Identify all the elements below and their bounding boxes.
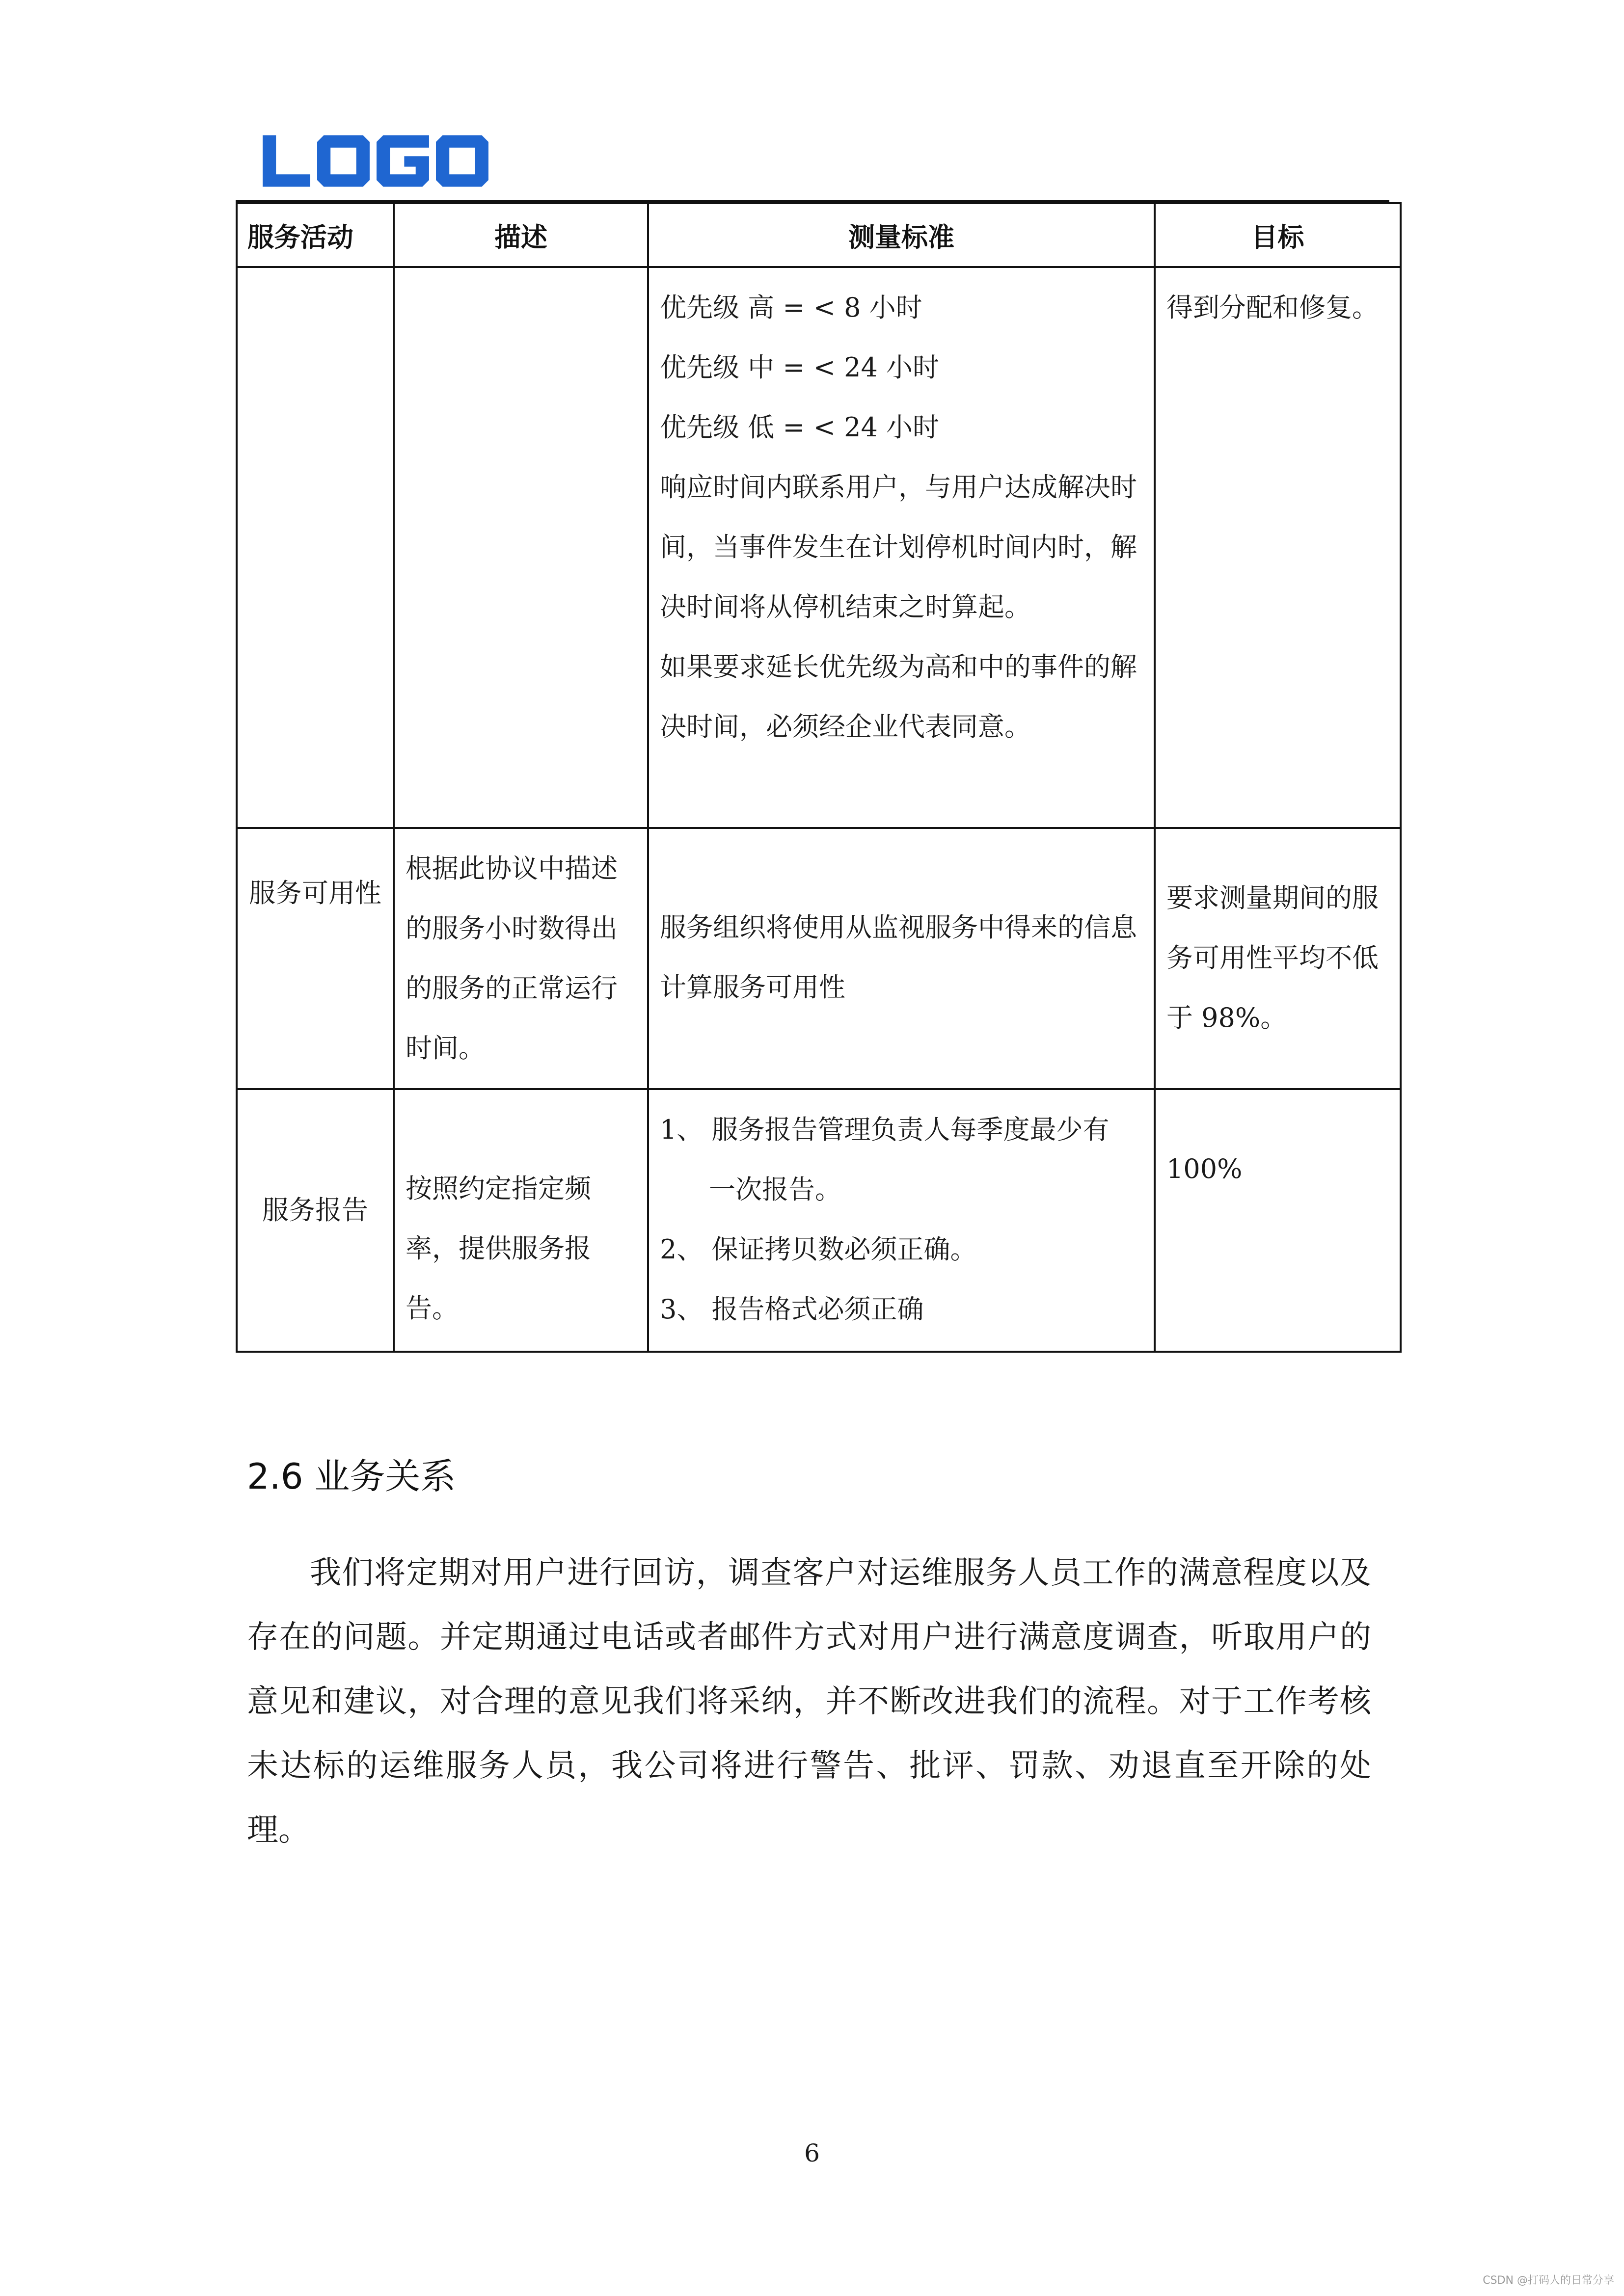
criteria-extension-note: 如果要求延长优先级为高和中的事件的解决时间，必须经企业代表同意。 bbox=[660, 651, 1137, 742]
watermark: CSDN @打码人的日常分享 bbox=[1483, 2274, 1614, 2287]
table-row-reporting bbox=[237, 1089, 1401, 1352]
cell-criteria bbox=[648, 267, 1155, 828]
criteria-item-1-cont: 一次报告。 bbox=[709, 1174, 841, 1205]
cell-activity: 服务报告 bbox=[237, 1089, 394, 1352]
logo-letter-o-2 bbox=[436, 134, 488, 187]
table-row-availability bbox=[237, 828, 1401, 1089]
cell-criteria bbox=[648, 1089, 1155, 1352]
logo-letter-o bbox=[317, 134, 370, 187]
cell-activity: 服务可用性 bbox=[237, 828, 394, 1089]
cell-criteria: 服务组织将使用从监视服务中得来的信息计算服务可用性 bbox=[648, 828, 1155, 1089]
table-row-resolution bbox=[237, 267, 1401, 828]
cell-goal: 100% bbox=[1155, 1089, 1401, 1352]
header-activity: 服务活动 bbox=[237, 203, 394, 267]
criteria-item-2: 2、 保证拷贝数必须正确。 bbox=[660, 1234, 977, 1265]
company-logo bbox=[263, 133, 488, 189]
header-goal: 目标 bbox=[1155, 203, 1401, 267]
criteria-item-3: 3、 报告格式必须正确 bbox=[660, 1294, 924, 1325]
section-paragraph: 我们将定期对用户进行回访，调查客户对运维服务人员工作的满意程度以及存在的问题。并定期通过电话或者邮件方式对用户进行满意度调查，听取用户的意见和建议，对合理的意见我们将采纳，并不断改进我们的流程。对于工作考核未达标的运维服务人员，我公司将进行警告、批评、罚款、劝退直至开除的处理。 bbox=[247, 1555, 1371, 1848]
criteria-priority-medium: 优先级 中 = < 24 小时 bbox=[660, 352, 940, 383]
cell-goal: 要求测量期间的服务可用性平均不低于 98%。 bbox=[1155, 828, 1401, 1089]
criteria-priority-low: 优先级 低 = < 24 小时 bbox=[660, 412, 940, 443]
cell-goal: 得到分配和修复。 bbox=[1155, 267, 1401, 828]
header-criteria: 测量标准 bbox=[648, 203, 1155, 267]
cell-activity bbox=[237, 267, 394, 828]
criteria-response-note: 响应时间内联系用户，与用户达成解决时间，当事件发生在计划停机时间内时，解决时间将从停机结束之时算起。 bbox=[660, 472, 1137, 622]
page-number: 6 bbox=[804, 2139, 820, 2167]
section-title: 2.6 业务关系 bbox=[247, 1456, 456, 1497]
cell-description: 按照约定指定频率，提供服务报告。 bbox=[394, 1089, 648, 1352]
criteria-priority-high: 优先级 高 = < 8 小时 bbox=[660, 292, 922, 323]
cell-description: 根据此协议中描述的服务小时数得出的服务的正常运行时间。 bbox=[394, 828, 648, 1089]
criteria-item-1: 1、 服务报告管理负责人每季度最少有 bbox=[660, 1114, 1110, 1145]
cell-description bbox=[394, 267, 648, 828]
table-header-row bbox=[237, 203, 1401, 267]
logo-letter-l bbox=[263, 134, 310, 187]
logo-letter-g bbox=[377, 134, 429, 187]
service-level-table bbox=[236, 202, 1402, 1353]
header-description: 描述 bbox=[394, 203, 648, 267]
